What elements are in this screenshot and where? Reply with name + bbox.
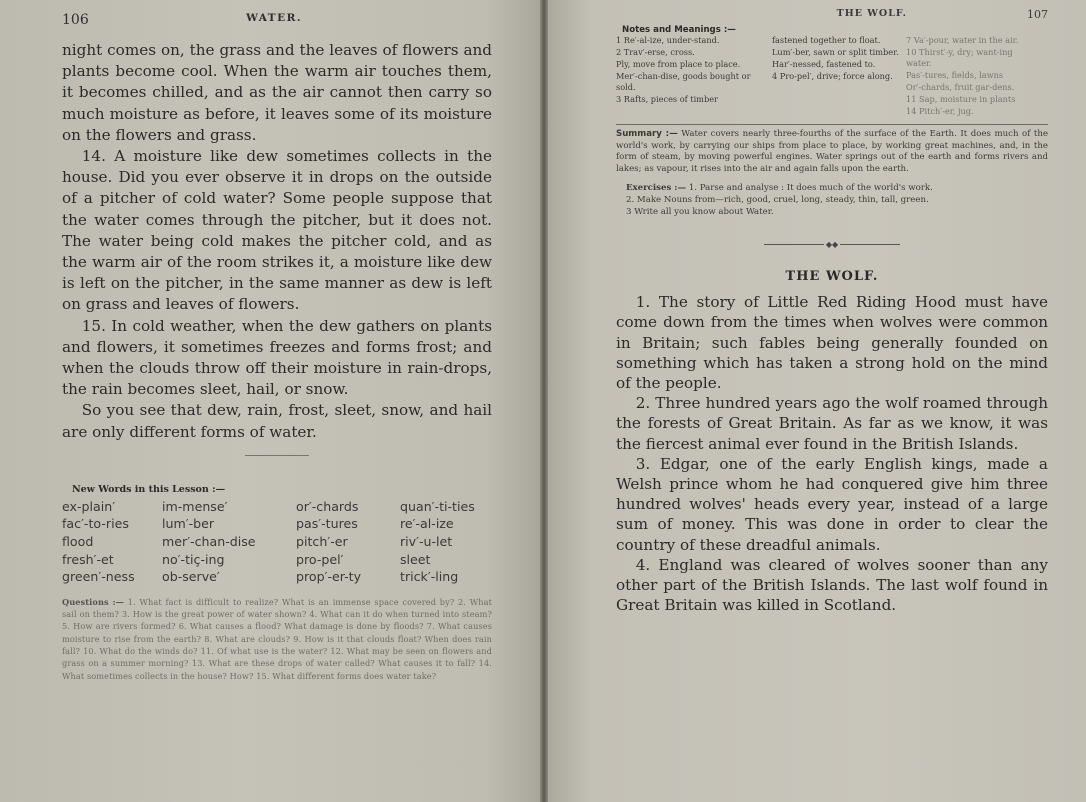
note-item: Mer′-chan-dise, goods bought or sold. xyxy=(616,71,751,92)
story-title: THE WOLF. xyxy=(785,269,879,285)
word: fac′-to-ries xyxy=(62,516,129,532)
summary-section xyxy=(616,129,1048,175)
note-item: 14 Pitch′-er, jug. xyxy=(906,106,974,116)
paragraph: 2. Three hundred years ago the wolf roamed through the forests of Great Britain. As far as we know, it was the fiercest animal ever found in the British Islands. xyxy=(616,394,1048,453)
note-item: Or′-chards, fruit gar-dens. xyxy=(906,82,1015,92)
note-item: Pas′-tures, fields, lawns xyxy=(906,70,1004,80)
word: riv′-u-let xyxy=(400,534,453,550)
questions-text: 1. What fact is difficult to realize? What is an immense space covered by? 2. What sail on them? 3. How is the great power of water shown? 4. What can it do when turned into steam? 5. How are rivers formed? 6. What causes a flood? What damage is done by floods? 7. What causes moisture to rise from the earth? 8. What are clouds? 9. How is it that clouds float? When does rain fall? 10. What do the winds do? 11. Of what use is the water? 12. What may be seen on flowers and grass on a summer morning? 13. What are these drops of water called? What causes it to fall? 14. What sometimes collects in the house? How? 15. What different forms does water take? xyxy=(62,596,492,681)
word: pas′-tures xyxy=(296,516,358,532)
notes-grid xyxy=(616,35,1048,118)
questions-section xyxy=(62,596,492,682)
section-ornament: ◆◆ xyxy=(616,240,1048,249)
word: quan′-ti-ties xyxy=(400,498,475,514)
word: ex-plain′ xyxy=(62,498,116,514)
word: pro-pel′ xyxy=(296,551,344,567)
note-item: fastened together to float. xyxy=(772,35,881,45)
paragraph: night comes on, the grass and the leaves of flowers and plants become cool. When the warm air touches them, it becomes chilled, and as the air cannot then carry so much moisture as before, it leaves some of its moisture on the flowers and grass. xyxy=(62,41,492,144)
word: fresh′-et xyxy=(62,551,114,567)
new-words-heading: New Words in this Lesson :— xyxy=(72,483,226,495)
left-running-title: WATER. xyxy=(246,12,302,24)
word: lum′-ber xyxy=(162,516,215,532)
note-item: Har′-nessed, fastened to. xyxy=(772,59,876,69)
word: trick′-ling xyxy=(400,569,459,585)
notes-heading: Notes and Meanings :— xyxy=(622,25,736,35)
exercise-item: 2. Make Nouns from—rich, good, cruel, long, steady, thin, tall, green. xyxy=(626,194,929,205)
word: sleet xyxy=(400,551,431,567)
note-item: Lum′-ber, sawn or split timber. xyxy=(772,47,899,57)
paragraph: 1. The story of Little Red Riding Hood must have come down from the times when wolves were common in Britain; such fables being generally founded on something which has taken a strong hold on the mind of the people. xyxy=(616,293,1048,392)
word: flood xyxy=(62,534,94,550)
word: ob-serve′ xyxy=(162,569,220,585)
exercises-label: Exercises :— xyxy=(626,183,687,194)
new-words-section xyxy=(62,484,492,586)
divider xyxy=(245,455,309,456)
note-item: Ply, move from place to place. xyxy=(616,59,741,69)
right-body-text xyxy=(616,292,1048,615)
exercise-item: 1. Parse and analyse : It does much of the world's work. xyxy=(688,183,933,194)
paragraph: So you see that dew, rain, frost, sleet, snow, and hail are only different forms of water. xyxy=(62,401,492,441)
paragraph: 15. In cold weather, when the dew gathers on plants and flowers, it sometimes freezes and forms frost; and when the clouds throw off their moisture in rain-drops, the rain becomes sleet, hail, or snow. xyxy=(62,316,492,399)
word: re′-al-ize xyxy=(400,516,454,532)
notes-column-1 xyxy=(616,35,766,118)
paragraph: 3. Edgar, one of the early English kings, made a Welsh prince whom he had conquered give him three hundred wolves' heads every year, instead of a large sum of money. This was done in order to clear the country of these dreadful animals. xyxy=(616,454,1048,554)
notes-column-3 xyxy=(906,35,1036,118)
right-running-head xyxy=(616,8,1048,21)
notes-rule xyxy=(616,124,1048,125)
left-body-text xyxy=(62,40,492,443)
right-running-title: THE WOLF. xyxy=(836,8,907,19)
left-page-number: 106 xyxy=(62,12,89,28)
note-item: 4 Pro-pel′, drive; force along. xyxy=(772,71,893,81)
exercise-item: 3 Write all you know about Water. xyxy=(626,206,774,217)
word: or′-chards xyxy=(296,498,359,514)
word: green′-ness xyxy=(62,569,135,585)
word: prop′-er-ty xyxy=(296,569,362,585)
summary-label: Summary :— xyxy=(616,129,678,139)
new-words-grid xyxy=(62,498,492,586)
note-item: 3 Rafts, pieces of timber xyxy=(616,94,718,104)
word: no′-tiç-ing xyxy=(162,551,225,567)
exercises-section xyxy=(616,183,1048,218)
note-item: 10 Thirst′-y, dry; want-ing water. xyxy=(906,47,1013,68)
word: im-mense′ xyxy=(162,498,228,514)
questions-label: Questions :— xyxy=(62,596,125,607)
note-item: 2 Trav′-erse, cross. xyxy=(616,47,695,57)
note-item: 7 Va′-pour, water in the air. xyxy=(906,35,1019,45)
book-gutter xyxy=(540,0,548,802)
left-page xyxy=(0,0,540,802)
notes-column-2 xyxy=(772,35,900,118)
note-item: 11 Sap, moisture in plants xyxy=(906,94,1016,104)
paragraph: 14. A moisture like dew sometimes collects in the house. Did you ever observe it in drops on the outside of a pitcher of cold water? Some people suppose that the water comes through the pitcher, but it does not. The water being cold makes the pitcher cold, and as the warm air of the room strikes it, a moisture like dew is left on the pitcher, in the same manner as dew is left on grass and leaves of flowers. xyxy=(62,147,492,314)
summary-text: Water covers nearly three-fourths of the surface of the Earth. It does much of the world's work, by carrying our ships from place to place, by working great machines, and, in the form of steam, by moving powerful engines. Water springs out of the earth and forms rivers and lakes; as vapour, it rises into the air and again falls upon the earth. xyxy=(616,129,1048,174)
right-page-number: 107 xyxy=(1027,8,1048,21)
word: pitch′-er xyxy=(296,534,348,550)
left-running-head xyxy=(62,12,492,28)
paragraph: 4. England was cleared of wolves sooner than any other part of the British Islands. The last wolf found in Great Britain was killed in Scotland. xyxy=(616,555,1048,615)
right-page xyxy=(548,0,1086,802)
note-item: 1 Re′-al-ize, under-stand. xyxy=(616,35,720,45)
word: mer′-chan-dise xyxy=(162,534,256,550)
